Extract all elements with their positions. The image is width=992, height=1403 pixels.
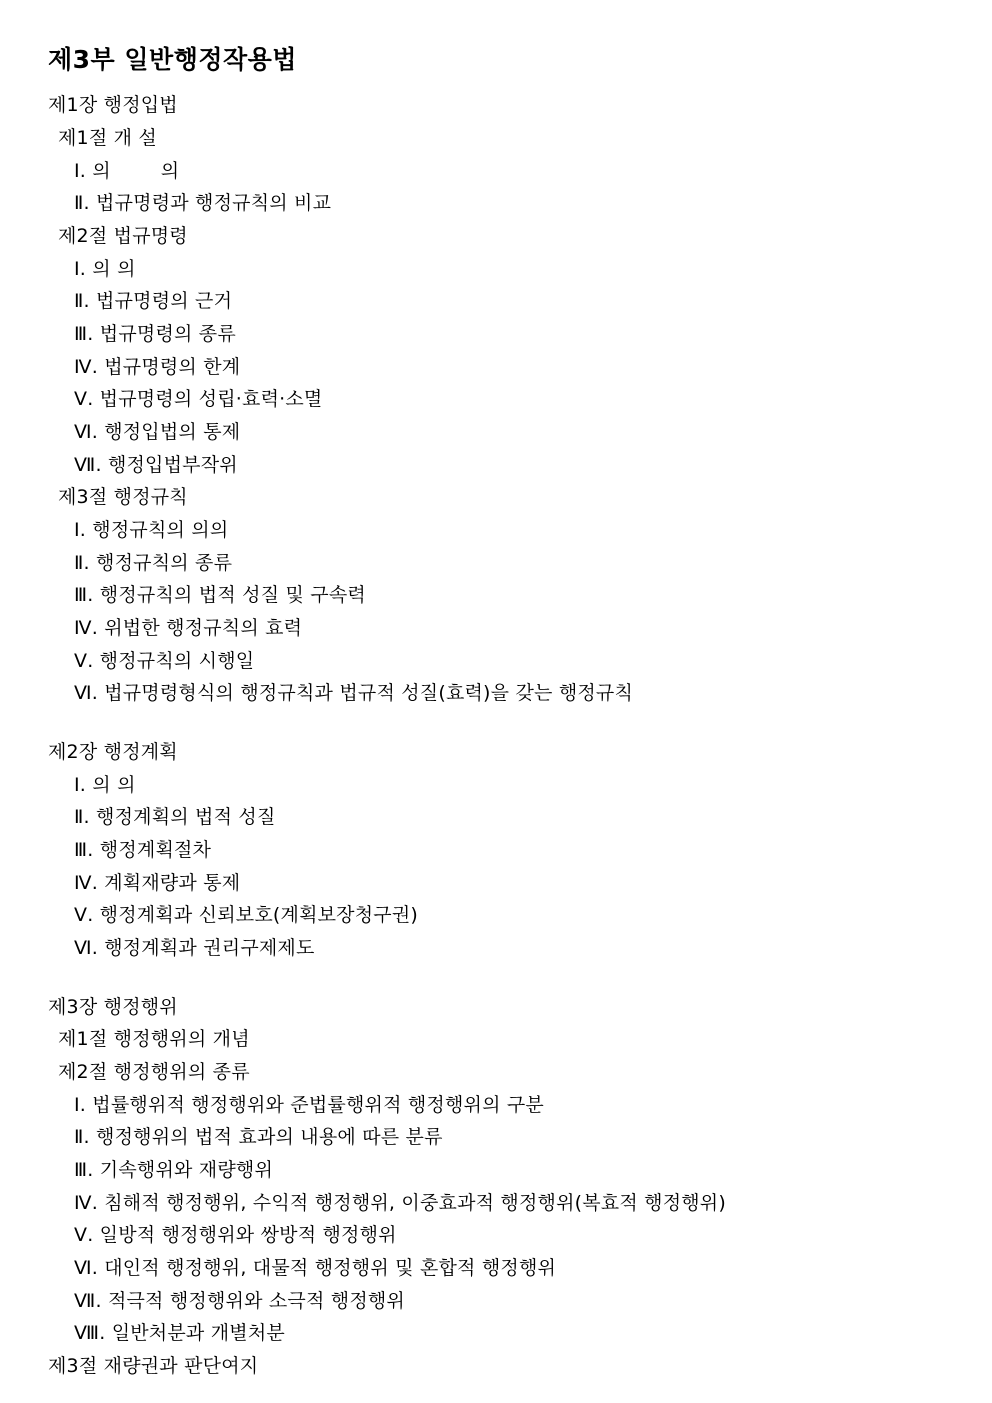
toc-section: 제3절 재량권과 판단여지 <box>48 1355 259 1378</box>
toc-item: Ⅴ. 행정규칙의 시행일 <box>74 649 255 672</box>
toc-item: Ⅴ. 법규명령의 성립·효력·소멸 <box>74 388 323 411</box>
toc-item: Ⅱ. 법규명령의 근거 <box>74 290 233 313</box>
toc-item: Ⅴ. 일방적 행정행위와 쌍방적 행정행위 <box>74 1224 397 1247</box>
toc-section: 제1절 행정행위의 개념 <box>58 1028 250 1051</box>
toc-chapter: 제2장 행정계획 <box>48 741 178 764</box>
toc-item: Ⅱ. 법규명령과 행정규칙의 비교 <box>74 192 332 215</box>
toc-item: Ⅰ. 의 의 <box>74 159 180 182</box>
toc-item: Ⅰ. 법률행위적 행정행위와 준법률행위적 행정행위의 구분 <box>74 1093 544 1116</box>
toc-spacer <box>48 965 952 991</box>
toc-item: Ⅳ. 법규명령의 한계 <box>74 355 241 378</box>
toc-spacer <box>48 710 952 736</box>
toc-item: Ⅲ. 법규명령의 종류 <box>74 322 236 345</box>
toc-item: Ⅰ. 의 의 <box>74 257 136 280</box>
page-title: 제3부 일반행정작용법 <box>48 45 297 74</box>
toc-item: Ⅱ. 행정행위의 법적 효과의 내용에 따른 분류 <box>74 1126 443 1149</box>
table-of-contents <box>48 89 952 1383</box>
toc-item: Ⅵ. 행정계획과 권리구제제도 <box>74 937 315 960</box>
toc-section: 제3절 행정규칙 <box>58 486 188 509</box>
toc-item: Ⅶ. 행정입법부작위 <box>74 453 238 476</box>
toc-section: 제1절 개 설 <box>58 126 157 149</box>
toc-item: Ⅷ. 일반처분과 개별처분 <box>74 1322 285 1345</box>
toc-item: Ⅲ. 행정규칙의 법적 성질 및 구속력 <box>74 584 366 607</box>
toc-item: Ⅱ. 행정계획의 법적 성질 <box>74 806 276 829</box>
toc-section: 제2절 행정행위의 종류 <box>58 1061 250 1084</box>
toc-item: Ⅲ. 행정계획절차 <box>74 839 212 862</box>
toc-item: Ⅳ. 위법한 행정규칙의 효력 <box>74 617 303 639</box>
toc-item: Ⅱ. 행정규칙의 종류 <box>74 551 233 574</box>
toc-section: 제2절 법규명령 <box>58 224 188 247</box>
toc-item: Ⅶ. 적극적 행정행위와 소극적 행정행위 <box>74 1289 405 1312</box>
toc-item: Ⅰ. 의 의 <box>74 773 136 796</box>
toc-item: Ⅳ. 침해적 행정행위, 수익적 행정행위, 이중효과적 행정행위(복효적 행정행위) <box>74 1191 726 1214</box>
toc-item: Ⅳ. 계획재량과 통제 <box>74 871 241 894</box>
toc-chapter: 제3장 행정행위 <box>48 995 178 1018</box>
toc-item: Ⅵ. 법규명령형식의 행정규칙과 법규적 성질(효력)을 갖는 행정규칙 <box>74 682 634 705</box>
toc-item: Ⅲ. 기속행위와 재량행위 <box>74 1159 274 1182</box>
toc-item: Ⅰ. 행정규칙의 의의 <box>74 518 229 541</box>
toc-item: Ⅴ. 행정계획과 신뢰보호(계획보장청구권) <box>74 904 419 927</box>
toc-item: Ⅵ. 대인적 행정행위, 대물적 행정행위 및 혼합적 행정행위 <box>74 1257 557 1280</box>
toc-chapter: 제1장 행정입법 <box>48 94 178 117</box>
toc-item: Ⅵ. 행정입법의 통제 <box>74 420 241 443</box>
